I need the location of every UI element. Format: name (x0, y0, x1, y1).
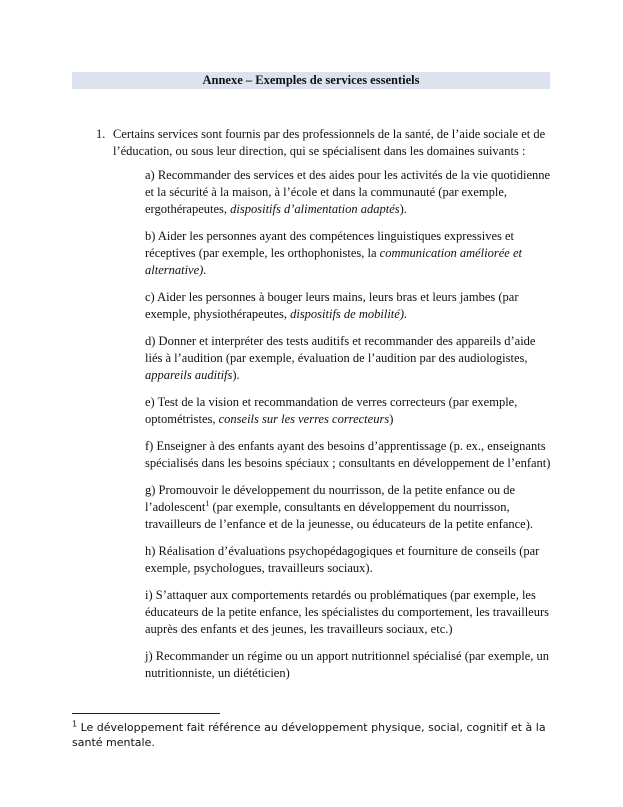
footnote-marker: 1 (72, 719, 78, 729)
footnote-separator (72, 713, 220, 714)
item-b-text: b) Aider les personnes ayant des compétences linguistiques expressives et réceptives (par exemple, les orthophonistes, la (145, 229, 515, 260)
services-list (145, 167, 555, 692)
footnote-reference: 1 (205, 498, 210, 508)
intro-paragraph (96, 126, 556, 160)
item-e-italic: conseils sur les verres correcteurs (218, 412, 390, 426)
list-item-d (145, 333, 555, 384)
item-a-text: a) Recommander des services et des aides pour les activités de la vie quotidienne et la sécurité à la maison, à l’école et dans la communauté (par exemple, ergothérapeutes, (145, 168, 551, 216)
item-c-text: c) Aider les personnes à bouger leurs mains, leurs bras et leurs jambes (par exemple, physiothérapeutes, (145, 290, 519, 321)
item-h-text: h) Réalisation d’évaluations psychopédagogiques et fourniture de conseils (par exemple, psychologues, travailleurs sociaux). (145, 544, 540, 575)
list-item-c (145, 289, 555, 323)
footnote-text: Le développement fait référence au développement physique, social, cognitif et à la santé mentale. (72, 721, 546, 749)
list-item-b (145, 228, 555, 279)
list-item-f (145, 438, 555, 472)
item-b-italic: communication améliorée et alternative). (145, 246, 522, 277)
list-item-g (145, 482, 555, 533)
item-d-text: d) Donner et interpréter des tests auditifs et recommander des appareils d’aide liés à l’audition (par exemple, évaluation de l’audition par des audiologistes, (145, 334, 536, 365)
list-item-i (145, 587, 555, 638)
intro-number: 1. (96, 127, 106, 141)
footnote (72, 720, 552, 750)
item-d-italic: appareils auditifs (145, 368, 233, 382)
item-g-rest: (par exemple, consultants en développement du nourrisson, travailleurs de l’enfance et de la jeunesse, ou éducateurs de la petite enfance). (145, 500, 533, 531)
annex-title: Annexe – Exemples de services essentiels (72, 72, 550, 89)
item-g-text: g) Promouvoir le développement du nourrisson, de la petite enfance ou de l’adolescent (145, 483, 516, 514)
item-d-after: ). (232, 368, 240, 382)
item-c-italic: dispositifs de mobilité). (290, 307, 408, 321)
list-item-e (145, 394, 555, 428)
list-item-j (145, 648, 555, 682)
item-a-after: ). (399, 202, 407, 216)
item-j-text: j) Recommander un régime ou un apport nutritionnel spécialisé (par exemple, un nutritionniste, un diététicien) (145, 649, 550, 680)
intro-text: Certains services sont fournis par des professionnels de la santé, de l’aide sociale et de l’éducation, ou sous leur direction, qui se spécialisent dans les domaines suivants : (113, 127, 546, 158)
list-item-h (145, 543, 555, 577)
item-e-text: e) Test de la vision et recommandation de verres correcteurs (par exemple, optométristes, (145, 395, 518, 426)
item-i-text: i) S’attaquer aux comportements retardés ou problématiques (par exemple, les éducateurs de la petite enfance, les spécialistes du comportement, les travailleurs auprès des enfants et des jeunes, les travailleurs sociaux, etc.) (145, 588, 550, 636)
item-a-italic: dispositifs d’alimentation adaptés (230, 202, 400, 216)
item-f-text: f) Enseigner à des enfants ayant des besoins d’apprentissage (p. ex., enseignants spécialisés dans les besoins spéciaux ; consultants en développement de l’enfant) (145, 439, 551, 470)
list-item-a (145, 167, 555, 218)
item-e-after: ) (389, 412, 394, 426)
